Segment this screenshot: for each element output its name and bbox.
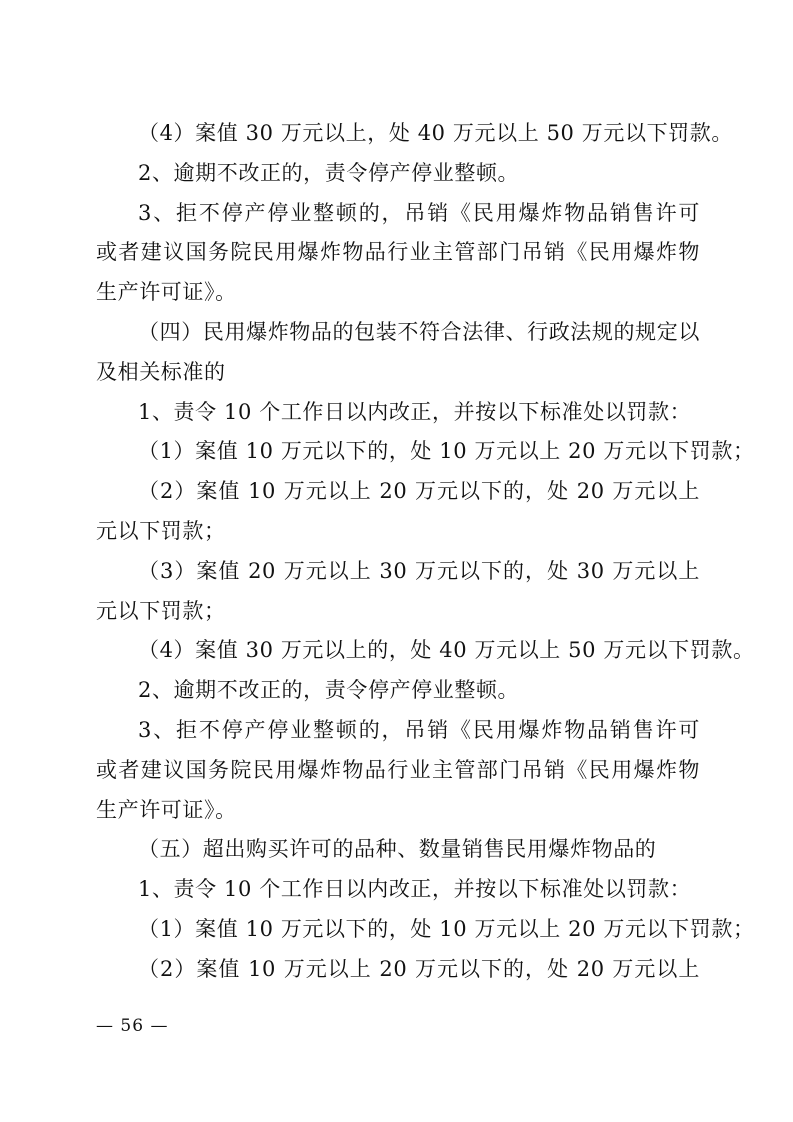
- page-number: — 56 —: [96, 1016, 169, 1036]
- text-line: （1）案值 10 万元以下的，处 10 万元以上 20 万元以下罚款；: [138, 916, 755, 941]
- text-line: （4）案值 30 万元以上，处 40 万元以上 50 万元以下罚款。: [138, 121, 733, 145]
- text-line: 元以下罚款；: [96, 598, 226, 623]
- text-line: 生产许可证》。: [96, 797, 237, 822]
- text-line: 元以下罚款；: [96, 518, 226, 543]
- text-line: （2）案值 10 万元以上 20 万元以下的，处 20 万元以上: [138, 956, 700, 981]
- text-line: （四）民用爆炸物品的包装不符合法律、行政法规的规定以: [138, 319, 700, 344]
- text-line: （4）案值 30 万元以上的，处 40 万元以上 50 万元以下罚款。: [138, 638, 755, 663]
- text-line: 或者建议国务院民用爆炸物品行业主管部门吊销《民用爆炸物: [96, 757, 700, 782]
- document-body: [96, 114, 755, 990]
- text-line: 或者建议国务院民用爆炸物品行业主管部门吊销《民用爆炸物: [96, 240, 700, 265]
- text-line: 1、责令 10 个工作日以内改正，并按以下标准处以罚款：: [138, 877, 692, 902]
- text-line: 2、逾期不改正的，责令停产停业整顿。: [138, 160, 520, 185]
- text-line: 1、责令 10 个工作日以内改正，并按以下标准处以罚款：: [138, 399, 692, 424]
- text-line: （2）案值 10 万元以上 20 万元以下的，处 20 万元以上: [138, 479, 700, 504]
- text-line: 3、拒不停产停业整顿的，吊销《民用爆炸物品销售许可: [138, 200, 700, 225]
- text-line: （3）案值 20 万元以上 30 万元以下的，处 30 万元以上: [138, 558, 700, 583]
- text-line: （五）超出购买许可的品种、数量销售民用爆炸物品的: [138, 837, 657, 862]
- text-line: 生产许可证》。: [96, 280, 237, 305]
- text-line: 及相关标准的: [96, 359, 226, 384]
- text-line: （1）案值 10 万元以下的，处 10 万元以上 20 万元以下罚款；: [138, 439, 755, 464]
- text-line: 2、逾期不改正的，责令停产停业整顿。: [138, 678, 520, 703]
- text-line: 3、拒不停产停业整顿的，吊销《民用爆炸物品销售许可: [138, 717, 700, 742]
